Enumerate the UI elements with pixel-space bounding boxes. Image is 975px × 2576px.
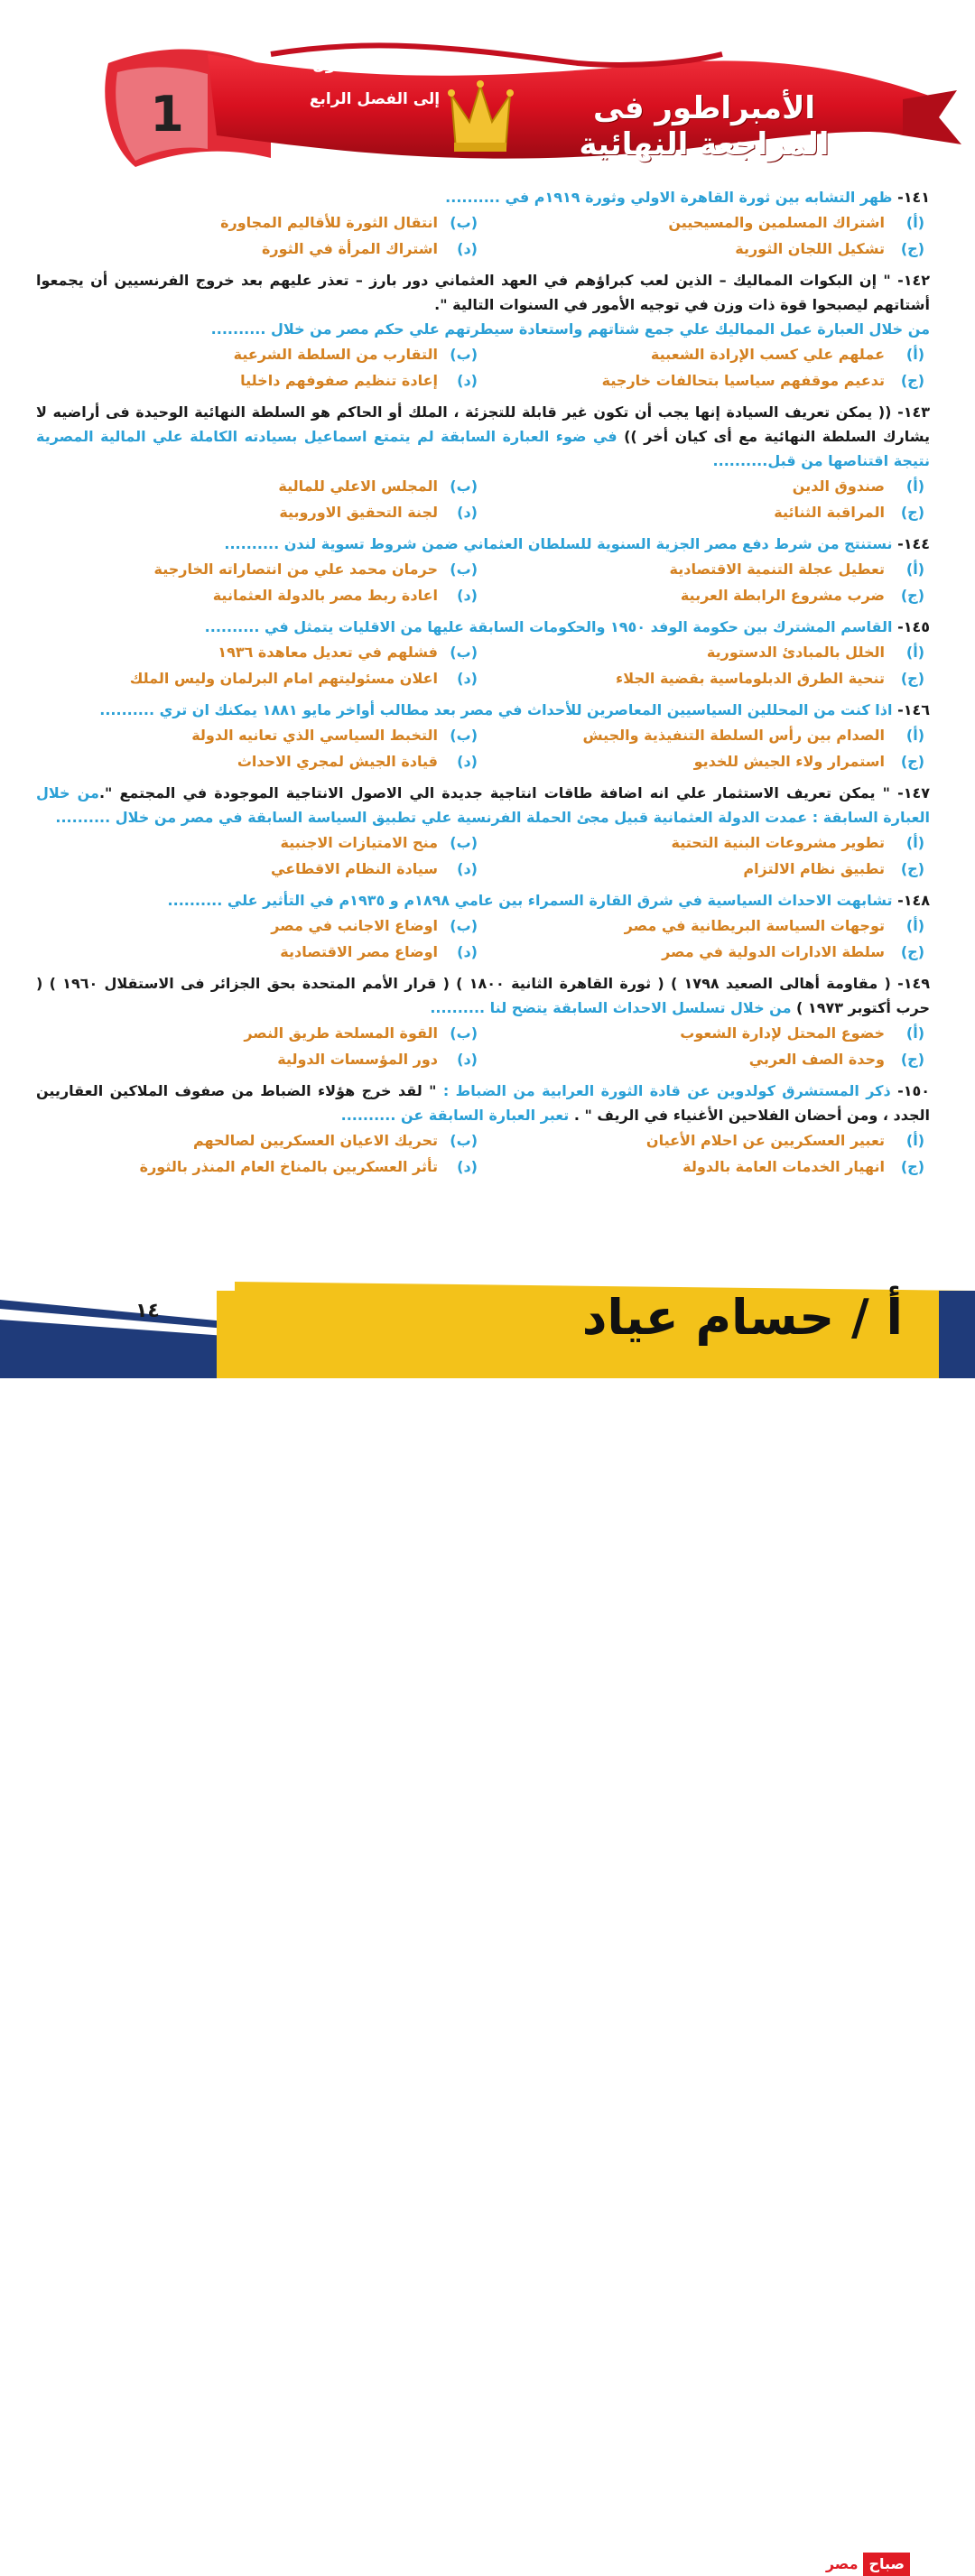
question-text: [36, 532, 930, 556]
question-segment: من خلال العبارة عمل المماليك علي جمع شتاتهم واستعادة سيطرتهم علي حكم مصر من خلال: [271, 320, 930, 338]
question-segment: القاسم المشترك بين حكومة الوفد ١٩٥٠ والحكومات السابقة عليها من الاقليات يتمثل في: [265, 618, 893, 635]
option-text: القوة المسلحة طريق النصر: [244, 1024, 438, 1042]
question-text: [36, 781, 930, 829]
option-text: تأثر العسكريين بالمناخ العام المنذر بالثورة: [139, 1158, 438, 1175]
option-text: منح الامتيازات الاجنبية: [280, 834, 438, 851]
header-banner: [0, 0, 975, 194]
option-text: تطبيق نظام الالتزام: [743, 860, 885, 877]
option-text: التقارب من السلطة الشرعية: [233, 346, 438, 363]
option-label: (ج): [900, 860, 924, 877]
page-title: الأمبراطور فى المراجعة النهائية: [579, 90, 830, 162]
option-label: (أ): [905, 917, 924, 934]
answer-option[interactable]: [483, 499, 930, 525]
option-label: (ب): [450, 1024, 478, 1042]
answer-option[interactable]: [36, 473, 483, 499]
option-label: (د): [457, 1051, 478, 1068]
option-text: تعبير العسكريين عن احلام الأعيان: [645, 1132, 885, 1149]
question-number: ١٤٦-: [897, 701, 930, 718]
answer-option[interactable]: [483, 556, 930, 582]
question-segment: " يمكن تعريف الاستثمار علي انه اضافة طاقات انتاجية جديدة الي الاصول الانتاجية الموجودة في المجتمع ".: [98, 784, 890, 802]
answer-option[interactable]: [36, 582, 483, 608]
question-number: ١٤٧-: [897, 784, 930, 802]
answer-option[interactable]: [483, 939, 930, 965]
option-text: اشتراك المسلمين والمسيحيين: [668, 214, 885, 231]
option-text: تطوير مشروعات البنية التحتية: [671, 834, 885, 851]
blank-dots: ..........: [210, 320, 272, 338]
answer-option[interactable]: [483, 665, 930, 691]
question-number: ١٤٣-: [897, 403, 931, 421]
option-text: تعطيل عجلة التنمية الاقتصادية: [669, 561, 885, 578]
answer-option[interactable]: [483, 913, 930, 939]
options-grid: [36, 639, 930, 691]
options-grid: [36, 209, 930, 262]
option-label: (ج): [900, 240, 924, 257]
option-label: (د): [457, 670, 478, 687]
answer-option[interactable]: [483, 1154, 930, 1180]
option-label: (ج): [900, 587, 924, 604]
question-number: ١٤٤-: [897, 535, 930, 552]
answer-option[interactable]: [483, 341, 930, 367]
option-text: سيادة النظام الاقطاعي: [271, 860, 438, 877]
option-text: المجلس الاعلي للمالية: [278, 477, 438, 495]
option-text: قيادة الجيش لمجري الاحداث: [237, 753, 438, 770]
question-segment: نستنتج من شرط دفع مصر الجزية السنوية للسلطان العثماني ضمن شروط تسوية لندن: [283, 535, 893, 552]
option-label: (د): [457, 587, 478, 604]
chapter-range-end: إلى الفصل الرابع: [309, 90, 441, 108]
blank-dots: ..........: [204, 618, 265, 635]
question-segment: ( مقاومة أهالى الصعيد ١٧٩٨ ) ( ثورة القاهرة الثانية ١٨٠٠ ) ( قرار الأمم المتحدة بحق الجزائر فى الاستقلال ١٩٦٠ ) ( حرب أكتوبر ١٩٧٣ ): [36, 975, 930, 1016]
options-grid: [36, 556, 930, 608]
answer-option[interactable]: [36, 367, 483, 394]
question-segment: اذا كنت من المحللين السياسيين المعاصرين للأحداث في مصر بعد مطالب أواخر مايو ١٨٨١ يمكنك ان تري: [159, 701, 893, 718]
option-text: اوضاع الاجانب في مصر: [271, 917, 438, 934]
question-block: [36, 698, 930, 774]
blank-dots: ..........: [55, 809, 116, 826]
question-block: [36, 1079, 930, 1180]
options-grid: [36, 829, 930, 882]
option-text: اعلان مسئوليتهم امام البرلمان وليس الملك: [129, 670, 438, 687]
option-text: انهيار الخدمات العامة بالدولة: [682, 1158, 885, 1175]
option-text: التخبط السياسي الذي تعانيه الدولة: [191, 727, 438, 744]
option-label: (د): [457, 860, 478, 877]
option-label: (ب): [450, 917, 478, 934]
blank-dots: ..........: [99, 701, 160, 718]
option-text: تنحية الطرق الدبلوماسية بقضية الجلاء: [616, 670, 885, 687]
question-segment: من خلال تسلسل الاحداث السابقة يتضح لنا: [489, 999, 792, 1016]
option-text: وحدة الصف العربي: [748, 1051, 885, 1068]
option-text: لجنة التحقيق الاوروبية: [279, 504, 438, 521]
blank-dots: ..........: [712, 452, 768, 469]
answer-option[interactable]: [36, 748, 483, 774]
question-block: [36, 268, 930, 394]
answer-option[interactable]: [483, 829, 930, 856]
answer-option[interactable]: [36, 499, 483, 525]
options-grid: [36, 913, 930, 965]
answer-option[interactable]: [483, 748, 930, 774]
answer-option[interactable]: [36, 856, 483, 882]
blank-dots: ..........: [430, 999, 490, 1016]
answer-option[interactable]: [483, 473, 930, 499]
question-segment: تعبر العبارة السابقة عن: [400, 1107, 570, 1124]
question-number: ١٥٠-: [897, 1082, 930, 1099]
options-grid: [36, 1020, 930, 1072]
option-label: (ب): [450, 561, 478, 578]
question-number: ١٤٩-: [897, 975, 931, 992]
question-segment: (( يمكن تعريف السيادة إنها يجب أن تكون غير قابلة للتجزئة ، الملك أو الحاكم هو السلطة النهائية الوحيدة فى أراضيه لا يشارك السلطة النهائية مع أى كيان أخر )): [36, 403, 930, 445]
question-segment: ظهر التشابه بين ثورة القاهرة الاولي وثورة ١٩١٩م في: [505, 189, 893, 206]
answer-option[interactable]: [483, 209, 930, 236]
answer-option[interactable]: [36, 829, 483, 856]
question-number: ١٤٢-: [897, 272, 931, 289]
option-text: خضوع المحتل لإدارة الشعوب: [680, 1024, 885, 1042]
answer-option[interactable]: [483, 722, 930, 748]
page-number: ١٤: [135, 1300, 160, 1322]
question-block: [36, 185, 930, 262]
question-segment: " لقد خرج هؤلاء الضباط من صفوف الملاكين العقاريين الجدد ، ومن أحضان الفلاحين الأغنياء في الريف " .: [36, 1082, 930, 1124]
option-label: (د): [457, 240, 478, 257]
brand-part-2: مصر: [825, 2555, 859, 2572]
answer-option[interactable]: [36, 1020, 483, 1046]
question-number: ١٤٨-: [897, 892, 930, 909]
option-text: تدعيم موقفهم سياسيا بتحالفات خارجية: [601, 372, 885, 389]
answer-option[interactable]: [36, 665, 483, 691]
option-label: (ج): [900, 504, 924, 521]
option-label: (ب): [450, 477, 478, 495]
option-text: انتقال الثورة للأقاليم المجاورة: [220, 214, 438, 231]
option-text: اعادة ربط مصر بالدولة العثمانية: [212, 587, 438, 604]
answer-option[interactable]: [36, 209, 483, 236]
option-text: إعادة تنظيم صفوفهم داخليا: [240, 372, 438, 389]
question-block: [36, 615, 930, 691]
answer-option[interactable]: [483, 236, 930, 262]
answer-option[interactable]: [483, 582, 930, 608]
option-text: تحريك الاعيان العسكريين لصالحهم: [192, 1132, 438, 1149]
option-label: (ب): [450, 214, 478, 231]
question-block: [36, 971, 930, 1072]
question-number: ١٤١-: [897, 189, 930, 206]
option-text: ضرب مشروع الرابطة العربية: [680, 587, 885, 604]
question-number: ١٤٥-: [897, 618, 930, 635]
question-text: [36, 185, 930, 209]
question-segment: ذكر المستشرق كولدوين عن قادة الثورة العرابية من الضباط :: [436, 1082, 891, 1099]
answer-option[interactable]: [36, 556, 483, 582]
answer-option[interactable]: [483, 1046, 930, 1072]
answer-option[interactable]: [483, 367, 930, 394]
option-label: (أ): [905, 214, 924, 231]
option-label: (ج): [900, 670, 924, 687]
question-segment: " إن البكوات المماليك – الذين لعب كبراؤهم في العهد العثماني دور بارز – تعذر عليهم بعد خروج الفرنسيين أن يجمعوا أشتاتهم ليصبحوا قوة ذات وزن في توجيه الأمور في السنوات التالية ".: [36, 272, 930, 313]
options-grid: [36, 473, 930, 525]
question-block: [36, 400, 930, 525]
blank-dots: ..........: [224, 535, 284, 552]
option-label: (د): [457, 372, 478, 389]
option-text: عملهم علي كسب الإرادة الشعبية: [650, 346, 885, 363]
options-grid: [36, 722, 930, 774]
option-label: (ب): [450, 727, 478, 744]
option-label: (د): [457, 1158, 478, 1175]
option-label: (ب): [450, 346, 478, 363]
option-text: اوضاع مصر الاقتصادية: [280, 943, 438, 960]
question-prompt: [36, 317, 930, 341]
answer-option[interactable]: [36, 1046, 483, 1072]
option-text: استمرار ولاء الجيش للخديو: [693, 753, 885, 770]
option-label: (ج): [900, 372, 924, 389]
questions-list: [36, 185, 930, 1186]
answer-option[interactable]: [483, 1127, 930, 1154]
question-segment: من خلال العبارة السابقة : عمدت الدولة العثمانية قبيل مجئ الحملة الفرنسية علي تطبيق السياسة السابقة في مصر من خلال: [36, 784, 930, 826]
question-block: [36, 532, 930, 608]
option-label: (أ): [905, 346, 924, 363]
question-block: [36, 888, 930, 965]
question-block: [36, 781, 930, 882]
question-text: [36, 1079, 930, 1127]
option-label: (أ): [905, 1132, 924, 1149]
option-text: سلطة الادارات الدولية في مصر: [662, 943, 885, 960]
answer-option[interactable]: [36, 1127, 483, 1154]
question-text: [36, 698, 930, 722]
option-text: دور المؤسسات الدولية: [277, 1051, 438, 1068]
option-label: (أ): [905, 1024, 924, 1042]
blank-dots: ..........: [445, 189, 506, 206]
answer-option[interactable]: [36, 341, 483, 367]
option-text: فشلهم في تعديل معاهدة ١٩٣٦: [218, 644, 438, 661]
option-label: (ج): [900, 1158, 924, 1175]
option-label: (أ): [905, 477, 924, 495]
answer-option[interactable]: [36, 236, 483, 262]
answer-option[interactable]: [483, 856, 930, 882]
option-label: (أ): [905, 834, 924, 851]
option-label: (أ): [905, 561, 924, 578]
options-grid: [36, 341, 930, 394]
option-text: تشكيل اللجان الثورية: [735, 240, 885, 257]
brand-part-1: صباح: [863, 2553, 910, 2576]
question-text: [36, 971, 930, 1020]
author-name: أ / حسام عياد: [581, 1289, 903, 1346]
question-segment: تشابهت الاحداث السياسية في شرق القارة السمراء بين عامي ١٨٩٨م و ١٩٣٥م في التأثير علي: [227, 892, 893, 909]
options-grid: [36, 1127, 930, 1180]
option-label: (ج): [900, 943, 924, 960]
blank-dots: ..........: [167, 892, 228, 909]
question-text: [36, 615, 930, 639]
answer-option[interactable]: [36, 939, 483, 965]
option-text: الخلل بالمبادئ الدستورية: [706, 644, 885, 661]
option-label: (ب): [450, 644, 478, 661]
option-label: (د): [457, 943, 478, 960]
unit-number: 1: [150, 86, 184, 143]
option-text: صندوق الدين: [792, 477, 885, 495]
blank-dots: ..........: [340, 1107, 401, 1124]
answer-option[interactable]: [36, 722, 483, 748]
option-label: (ج): [900, 753, 924, 770]
brand-logo: [775, 2553, 910, 2576]
question-segment: في ضوء العبارة السابقة لم يتمتع اسماعيل بسيادته الكاملة علي المالية المصرية نتيجة اقتناصها من قبل: [36, 428, 930, 469]
option-text: حرمان محمد علي من انتصاراته الخارجية: [153, 561, 438, 578]
question-text: [36, 268, 930, 317]
option-label: (ب): [450, 834, 478, 851]
option-label: (أ): [905, 644, 924, 661]
option-text: اشتراك المرأة في الثورة: [261, 240, 438, 257]
chapter-range-start: من الفصل الأول: [312, 56, 437, 74]
option-label: (ب): [450, 1132, 478, 1149]
option-label: (أ): [905, 727, 924, 744]
option-text: المراقبة الثنائية: [774, 504, 885, 521]
answer-option[interactable]: [483, 639, 930, 665]
question-text: [36, 400, 930, 473]
option-text: توجهات السياسة البريطانية في مصر: [624, 917, 885, 934]
option-label: (د): [457, 753, 478, 770]
option-label: (ج): [900, 1051, 924, 1068]
answer-option[interactable]: [36, 639, 483, 665]
answer-option[interactable]: [483, 1020, 930, 1046]
option-text: الصدام بين رأس السلطة التنفيذية والجيش: [582, 727, 885, 744]
question-text: [36, 888, 930, 913]
answer-option[interactable]: [36, 913, 483, 939]
option-label: (د): [457, 504, 478, 521]
answer-option[interactable]: [36, 1154, 483, 1180]
